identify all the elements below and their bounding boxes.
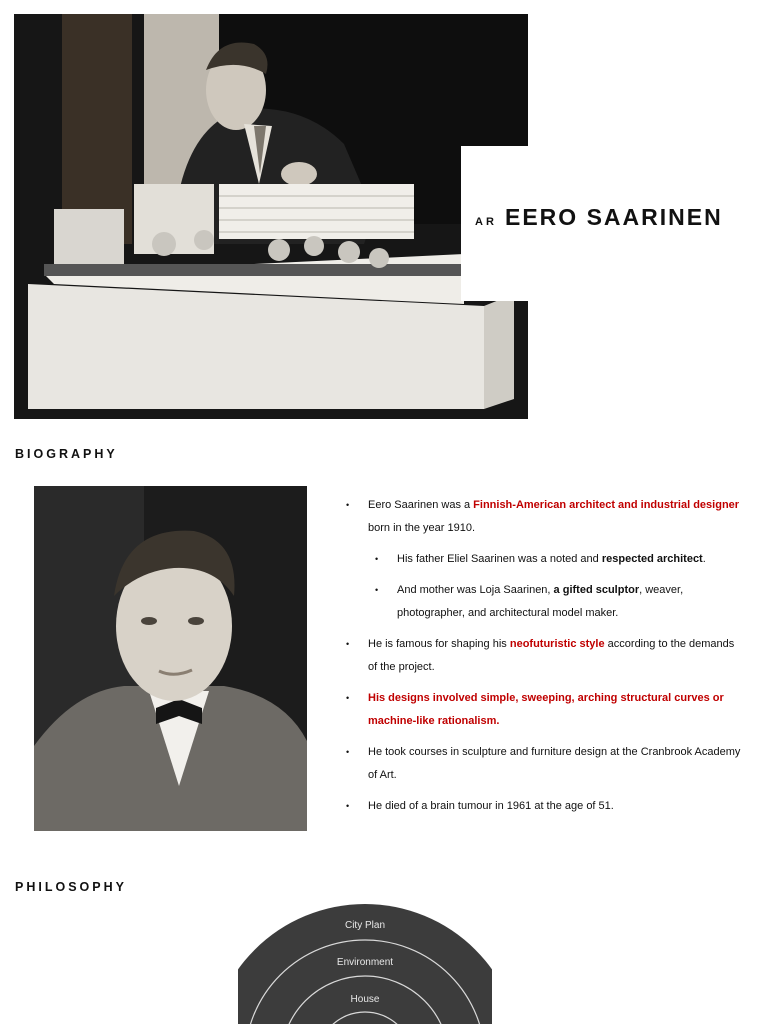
bullet-icon: • — [375, 585, 379, 595]
hero-photo — [14, 14, 528, 419]
biography-text: He is famous for shaping his — [368, 638, 510, 650]
diagram-ring-label: Environment — [336, 957, 394, 968]
title-box — [461, 146, 768, 301]
biography-item — [346, 548, 746, 571]
biography-text: respected architect — [601, 553, 703, 565]
bullet-icon: • — [346, 500, 350, 510]
title-prefix: AR — [475, 216, 497, 228]
biography-item — [346, 579, 746, 625]
biography-item — [346, 633, 746, 679]
biography-text: Eero Saarinen was a — [368, 499, 474, 511]
philosophy-heading: PHILOSOPHY — [15, 880, 127, 894]
biography-text: . — [702, 553, 706, 565]
biography-text: , weaver, photographer, and architectural model maker. — [397, 584, 684, 619]
biography-text: a gifted sculptor — [553, 584, 640, 596]
biography-item — [346, 494, 746, 540]
biography-item — [346, 795, 746, 818]
bullet-icon: • — [346, 693, 350, 703]
biography-text: His father Eliel Saarinen was a noted and — [397, 553, 602, 565]
biography-text: His designs involved simple, sweeping, arching structural curves or machine-like rationalism. — [368, 692, 724, 727]
biography-text: He died of a brain tumour in 1961 at the age of 51. — [368, 800, 614, 812]
diagram-ring-label: House — [350, 994, 380, 1005]
bullet-icon: • — [346, 639, 350, 649]
biography-item — [346, 687, 746, 733]
biography-text: Finnish-American architect and industrial designer — [473, 499, 740, 511]
biography-text: He took courses in sculpture and furniture design at the Cranbrook Academy of Art. — [368, 746, 741, 781]
page-title: EERO SAARINEN — [505, 204, 723, 230]
biography-text: neofuturistic style — [509, 638, 605, 650]
biography-heading: BIOGRAPHY — [15, 447, 118, 461]
bullet-icon: • — [346, 801, 350, 811]
biography-text: born in the year 1910. — [368, 522, 476, 534]
bullet-icon: • — [375, 554, 379, 564]
portrait-photo — [34, 486, 307, 831]
bullet-icon: • — [346, 747, 350, 757]
biography-list — [346, 494, 746, 826]
biography-text: And mother was Loja Saarinen, — [397, 584, 554, 596]
philosophy-diagram — [238, 900, 492, 1024]
biography-text: according to the demands of the project. — [368, 638, 735, 673]
biography-item — [346, 741, 746, 787]
diagram-ring-label: City Plan — [344, 920, 386, 931]
